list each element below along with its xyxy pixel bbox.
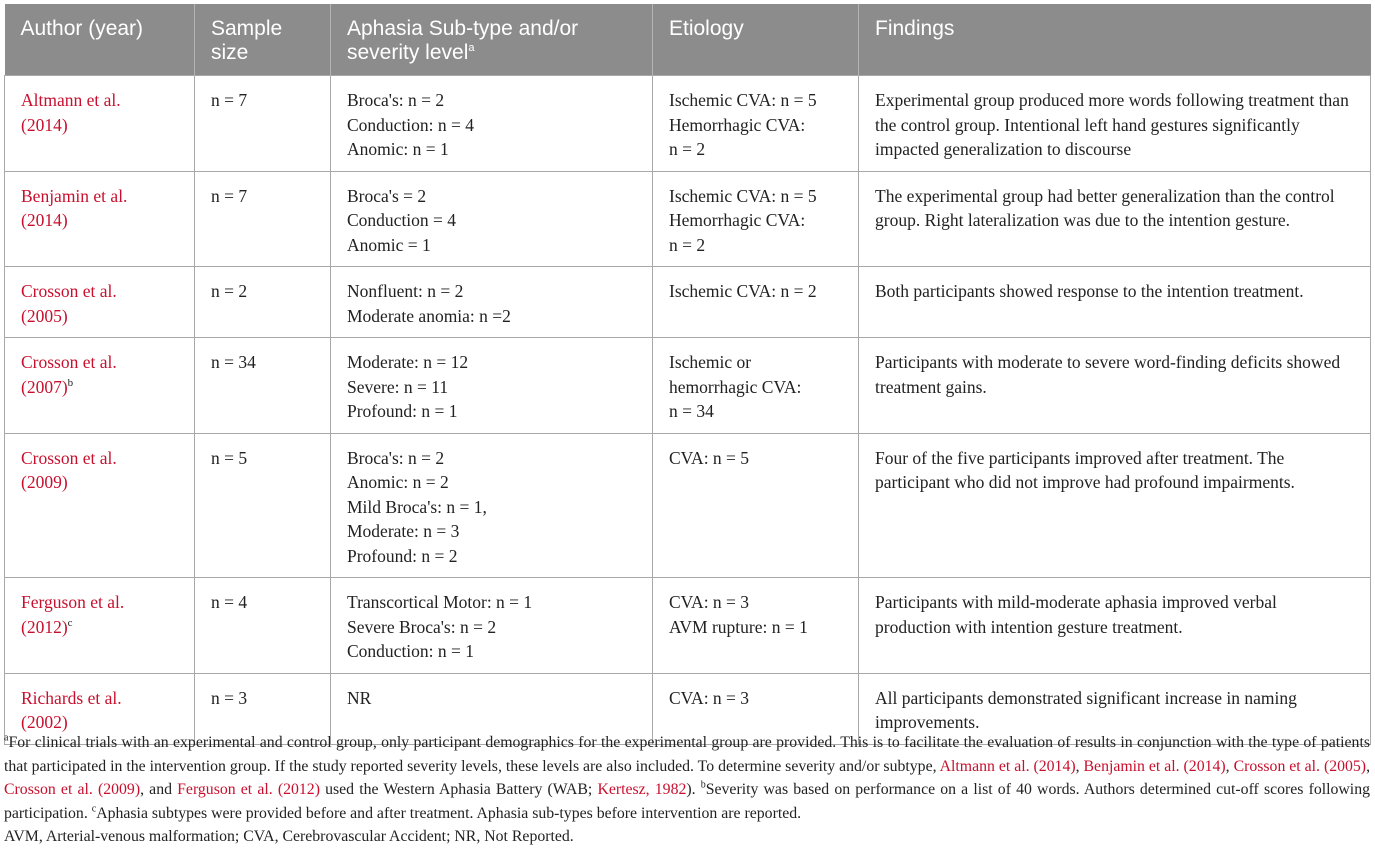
cell-etiology [653,578,859,674]
aphasia-line: Profound: n = 2 [347,545,458,566]
author-citation-line[interactable]: Benjamin et al. [21,185,128,206]
footnote-ref-crosson-2009[interactable]: Crosson et al. (2009) [4,781,141,798]
etiology-line: CVA: n = 3 [669,687,750,708]
etiology-line: hemorrhagic CVA: [669,376,802,397]
author-citation-text[interactable]: (2012) [21,616,68,637]
cell-findings: The experimental group had better generalization than the control group. Right lateralization was due to the intention gesture. [859,171,1371,267]
author-citation-text[interactable]: (2007) [21,376,68,397]
footnote-sep: , [1075,757,1084,775]
cell-author [5,267,195,338]
cell-aphasia [331,578,653,674]
etiology-line: CVA: n = 3 [669,592,750,612]
cell-sample-size: n = 34 [195,338,331,434]
aphasia-line: Severe Broca's: n = 2 [347,616,497,637]
cell-findings: Four of the five participants improved after treatment. The participant who did not improve had profound impairments. [859,433,1371,578]
footnote-ref-benjamin[interactable]: Benjamin et al. (2014) [1083,757,1226,775]
aphasia-line: Severe: n = 11 [347,376,449,397]
author-citation-line[interactable]: Altmann et al. [21,90,121,110]
aphasia-line: Broca's: n = 2 [347,90,445,110]
aphasia-line: Anomic: n = 2 [347,472,449,492]
cell-author [5,433,195,578]
table-header-row [5,4,1371,76]
aphasia-line: Conduction: n = 4 [347,114,475,135]
cell-sample-size: n = 7 [195,171,331,267]
cell-etiology [653,267,859,338]
etiology-line: Ischemic CVA: n = 5 [669,185,817,206]
author-citation-line[interactable] [21,615,178,640]
etiology-line: n = 34 [669,401,714,421]
table-row [5,76,1371,172]
cell-author [5,338,195,434]
table-row [5,267,1371,338]
cell-author [5,76,195,172]
aphasia-line: Nonfluent: n = 2 [347,281,464,301]
author-footnote-mark: c [67,616,73,629]
author-footnote-mark: b [67,376,74,389]
cell-sample-size: n = 4 [195,578,331,674]
cell-findings: Participants with mild-moderate aphasia improved verbal production with intention gesture treatment. [859,578,1371,674]
table-row [5,433,1371,578]
footnote-b-text: Severity was based on performance on a list of 40 words. Authors determined cut-off scores following participation. [4,781,1370,822]
author-citation-line[interactable]: (2009) [21,472,68,492]
footnote-a-text2: used the Western Aphasia Battery (WAB; [319,781,598,798]
footnote-sep: , [1366,757,1371,775]
footnote-a-end: ). [686,781,701,798]
etiology-line: Ischemic CVA: n = 2 [669,281,817,301]
author-citation-line[interactable]: Crosson et al. [21,281,117,301]
aphasia-line: Moderate anomia: n =2 [347,305,511,326]
aphasia-line: Anomic: n = 1 [347,139,449,159]
table-row [5,338,1371,434]
etiology-line: Hemorrhagic CVA: [669,210,806,230]
footnote-mark-b: b [700,779,706,791]
cell-sample-size: n = 2 [195,267,331,338]
cell-findings: All participants demonstrated significant increase in naming improvements. [859,673,1371,744]
header-etiology: Etiology [653,4,859,76]
author-citation-line[interactable]: Crosson et al. [21,447,117,468]
etiology-line: Ischemic or [669,352,752,372]
aphasia-line: Broca's = 2 [347,185,427,206]
aphasia-line: NR [347,687,372,708]
table-row [5,171,1371,267]
header-aphasia [331,4,653,76]
aphasia-line: Transcortical Motor: n = 1 [347,592,533,612]
author-citation-line[interactable]: (2005) [21,305,68,326]
cell-aphasia [331,338,653,434]
footnote-abbreviations: AVM, Arterial-venous malformation; CVA, Cerebrovascular Accident; NR, Not Reported. [4,828,574,845]
cell-findings: Experimental group produced more words following treatment than the control group. Intentional left hand gestures significantly impacted generalization to discourse [859,76,1371,172]
footnote-a-text: For clinical trials with an experimental and control group, only participant demographics for the experimental group are provided. This is to facilitate the evaluation of results in conjunction with the type of patients that participated in the intervention group. If the study reported severity levels, these levels are also included. To determine severity and/or subtype, [4,734,1370,775]
author-citation-line[interactable]: (2014) [21,210,68,230]
header-aphasia-footnote-mark: a [468,42,475,54]
cell-etiology [653,76,859,172]
footnote-c-text: Aphasia subtypes were provided before and after treatment. Aphasia sub-types before intervention are reported. [96,804,802,822]
etiology-line: AVM rupture: n = 1 [669,616,808,637]
footnote-ref-ferguson[interactable]: Ferguson et al. (2012) [177,781,320,798]
cell-sample-size: n = 3 [195,673,331,744]
etiology-line: n = 2 [669,139,706,159]
aphasia-line: Broca's: n = 2 [347,447,445,468]
cell-aphasia [331,171,653,267]
author-citation-line[interactable]: Ferguson et al. [21,592,125,612]
header-aphasia-label: Aphasia Sub-type and/or severity level [347,17,579,64]
aphasia-line: Mild Broca's: n = 1, [347,496,487,517]
aphasia-line: Conduction: n = 1 [347,641,475,661]
summary-table [4,4,1371,745]
header-author: Author (year) [5,4,195,76]
table-footnote [4,731,1370,849]
cell-etiology [653,433,859,578]
footnote-mark-a: a [4,732,9,744]
cell-author [5,171,195,267]
footnote-mark-c: c [91,803,97,815]
cell-findings: Participants with moderate to severe word-finding deficits showed treatment gains. [859,338,1371,434]
author-citation-line[interactable]: (2002) [21,712,68,732]
cell-etiology [653,171,859,267]
etiology-line: CVA: n = 5 [669,447,750,468]
cell-etiology [653,338,859,434]
footnote-ref-kertesz[interactable]: Kertesz, 1982 [597,781,687,798]
aphasia-line: Moderate: n = 12 [347,352,469,372]
footnote-ref-altmann[interactable]: Altmann et al. (2014) [939,757,1076,775]
author-citation-line[interactable]: (2014) [21,114,68,135]
cell-sample-size: n = 7 [195,76,331,172]
cell-author [5,578,195,674]
etiology-line: Ischemic CVA: n = 5 [669,90,817,110]
cell-aphasia [331,76,653,172]
aphasia-line: Conduction = 4 [347,210,457,230]
header-sample-size: Sample size [195,4,331,76]
header-findings: Findings [859,4,1371,76]
author-citation-line[interactable] [21,375,178,400]
aphasia-line: Anomic = 1 [347,234,431,255]
table-row [5,578,1371,674]
footnote-sep: , and [140,781,178,798]
cell-sample-size: n = 5 [195,433,331,578]
footnote-sep: , [1225,757,1234,775]
author-citation-line[interactable]: Richards et al. [21,687,122,708]
author-citation-line[interactable]: Crosson et al. [21,352,117,372]
footnote-ref-crosson-2005[interactable]: Crosson et al. (2005) [1233,757,1367,775]
aphasia-line: Moderate: n = 3 [347,521,460,541]
cell-aphasia [331,433,653,578]
cell-findings: Both participants showed response to the intention treatment. [859,267,1371,338]
etiology-line: Hemorrhagic CVA: [669,114,806,135]
aphasia-line: Profound: n = 1 [347,401,458,421]
cell-aphasia [331,267,653,338]
etiology-line: n = 2 [669,234,706,255]
